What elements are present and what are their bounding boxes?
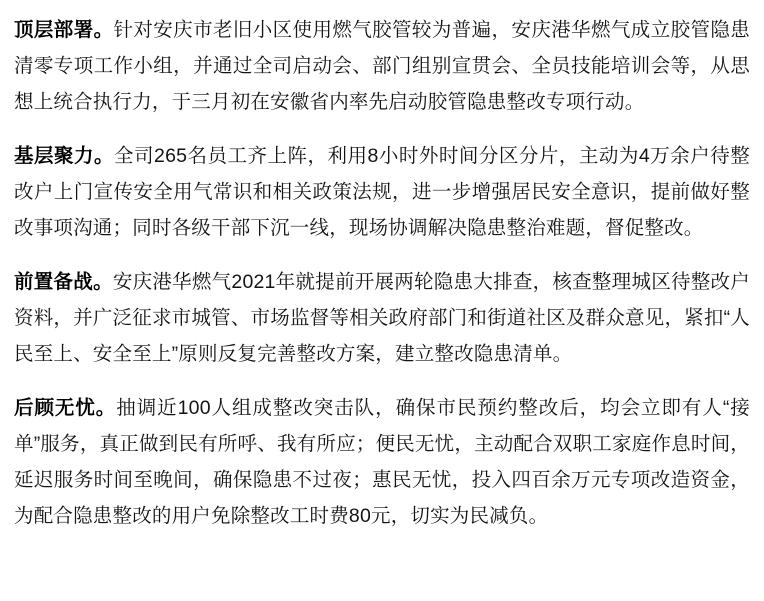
paragraph-text-1: 针对安庆市老旧小区使用燃气胶管较为普遍，安庆港华燃气成立胶管隐患清零专项工作小组，并通过全司启动会、部门组别宣贯会、全员技能培训会等，从思想上统合执行力，于三月初在安徽省内率先启动胶管隐患整改专项行动。	[14, 19, 750, 113]
paragraph-text-2: 全司265名员工齐上阵，利用8小时外时间分区分片，主动为4万余户待整改户上门宣传安全用气常识和相关政策法规，进一步增强居民安全意识，提前做好整改事项沟通；同时各级干部下沉一线，现场协调解决隐患整治难题，督促整改。	[14, 145, 750, 239]
paragraph-advance-preparation	[14, 264, 750, 372]
paragraph-text-4: 抽调近100人组成整改突击队，确保市民预约整改后，均会立即有人“接单”服务，真正做到民有所呼、我有所应；便民无忧，主动配合双职工家庭作息时间，延迟服务时间至晚间，确保隐患不过夜；惠民无忧，投入四百余万元专项改造资金，为配合隐患整改的用户免除整改工时费80元，切实为民减负。	[14, 397, 750, 527]
paragraph-lead-1: 顶层部署。	[14, 19, 114, 41]
paragraph-text-3: 安庆港华燃气2021年就提前开展两轮隐患大排查，核查整理城区待整改户资料，并广泛征求市城管、市场监督等相关政府部门和街道社区及群众意见，紧扣“人民至上、安全至上”原则反复完善整改方案，建立整改隐患清单。	[14, 271, 750, 365]
paragraph-lead-3: 前置备战。	[14, 271, 113, 293]
paragraph-grassroots-effort	[14, 138, 750, 246]
paragraph-lead-2: 基层聚力。	[14, 145, 115, 167]
paragraph-no-worries	[14, 390, 750, 534]
paragraph-lead-4: 后顾无忧。	[14, 397, 117, 419]
paragraph-top-level-deployment	[14, 12, 750, 120]
